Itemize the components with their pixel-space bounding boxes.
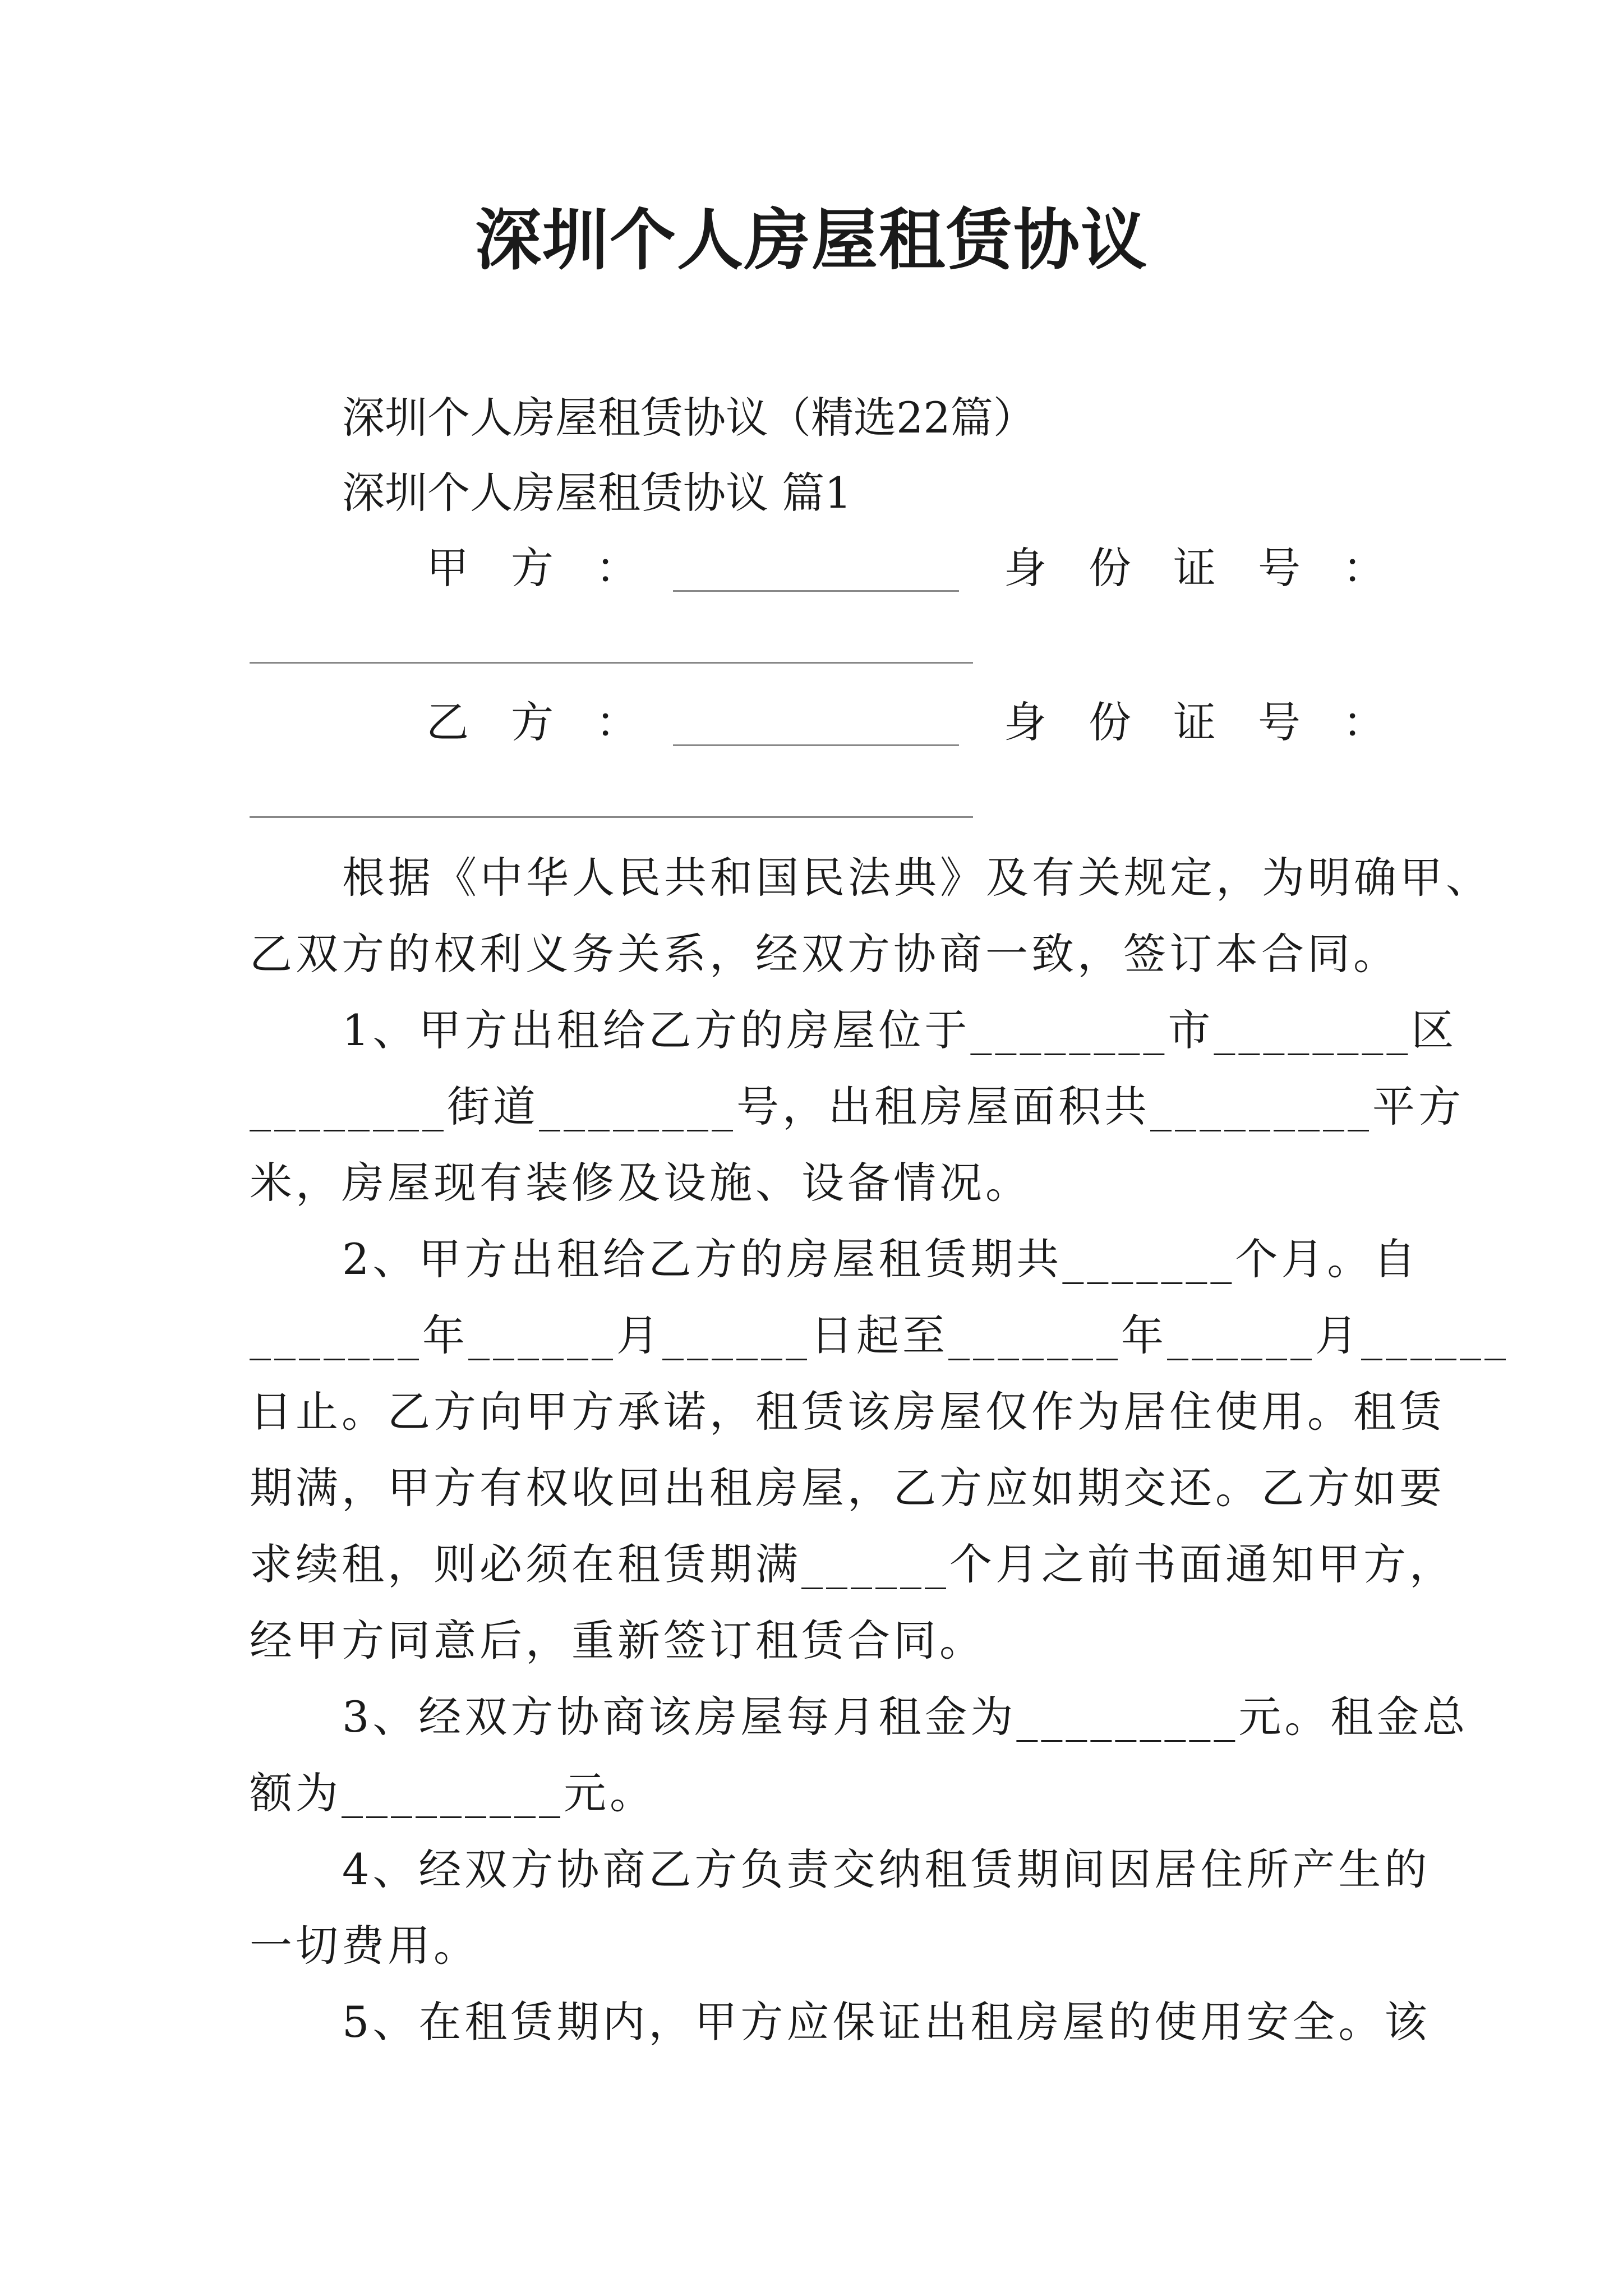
clause-3-line-2: 额为_________元。 [250, 1768, 656, 1818]
intro-paragraph-line-1: 根据《中华人民共和国民法典》及有关规定，为明确甲、 [342, 853, 1492, 903]
clause-2-line-2: _______年______月______日起至_______年______月______ [250, 1310, 1509, 1360]
clause-4-line-2: 一切费用。 [250, 1921, 479, 1971]
clause-2-line-3: 日止。乙方向甲方承诺，租赁该房屋仅作为居住使用。租赁 [250, 1387, 1445, 1437]
clause-2-line-1: 2、甲方出租给乙方的房屋租赁期共_______个月。自 [342, 1234, 1419, 1284]
party-a-id-label: 身份证号： [1004, 543, 1427, 593]
party-b-name-blank [673, 744, 959, 746]
clause-1-line-1: 1、甲方出租给乙方的房屋位于________市________区 [342, 1005, 1458, 1055]
clause-1-line-2: ________街道________号，出租房屋面积共_________平方 [250, 1082, 1464, 1131]
section-heading: 深圳个人房屋租赁协议 篇1 [342, 468, 852, 518]
party-b-label: 乙方： [426, 697, 680, 747]
party-b-id-label: 身份证号： [1004, 697, 1427, 747]
document-title: 深圳个人房屋租赁协议 [474, 201, 1148, 279]
clause-2-line-6: 经甲方同意后，重新签订租赁合同。 [250, 1616, 985, 1665]
party-a-id-blank [250, 662, 973, 664]
clause-4-line-1: 4、经双方协商乙方负责交纳租赁期间因居住所产生的 [342, 1844, 1431, 1894]
clause-2-line-5: 求续租，则必须在租赁期满______个月之前书面通知甲方， [250, 1539, 1455, 1589]
intro-paragraph-line-2: 乙双方的权利义务关系，经双方协商一致，签订本合同。 [250, 929, 1399, 979]
party-b-id-blank [250, 816, 973, 818]
clause-3-line-1: 3、经双方协商该房屋每月租金为_________元。租金总 [342, 1692, 1469, 1742]
party-a-name-blank [673, 590, 959, 592]
clause-2-line-4: 期满，甲方有权收回出租房屋，乙方应如期交还。乙方如要 [250, 1463, 1445, 1513]
clause-5-line-1: 5、在租赁期内，甲方应保证出租房屋的使用安全。该 [342, 1997, 1431, 2047]
clause-1-line-3: 米，房屋现有装修及设施、设备情况。 [250, 1158, 1031, 1208]
document-subtitle: 深圳个人房屋租赁协议（精选22篇） [342, 393, 1036, 443]
party-a-label: 甲方： [426, 543, 680, 593]
